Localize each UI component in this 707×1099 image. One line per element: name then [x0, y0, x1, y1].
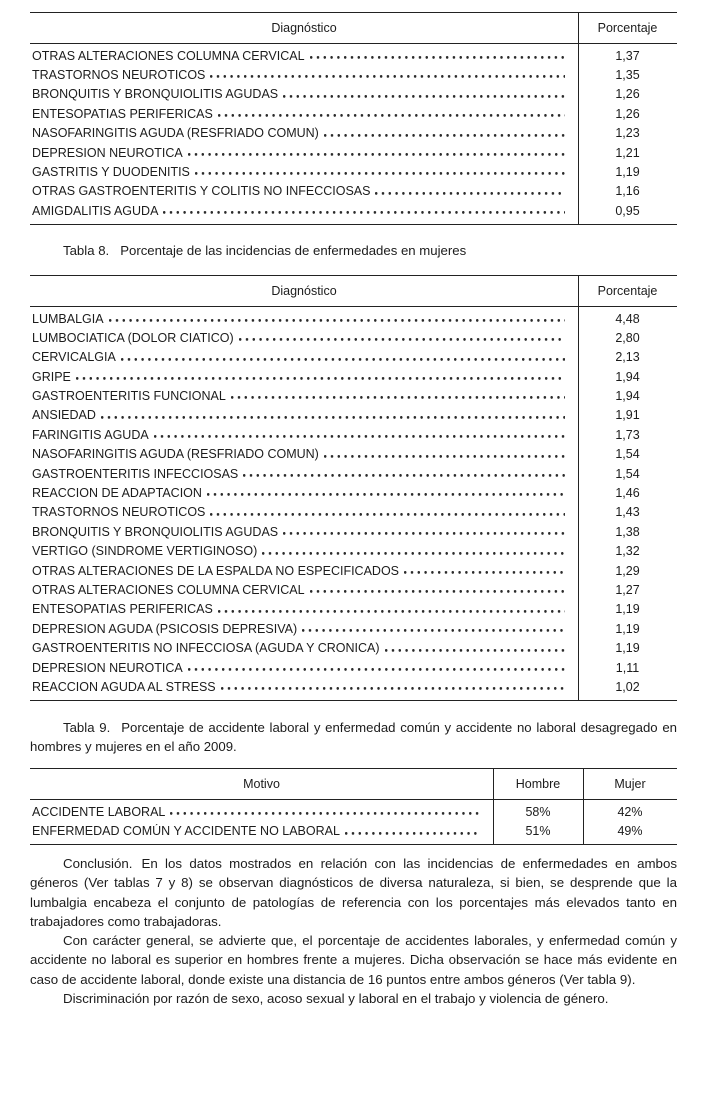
table-row — [30, 386, 677, 405]
diagnosis-label: GASTRITIS Y DUODENITIS — [32, 165, 190, 180]
diagnosis-label: OTRAS ALTERACIONES DE LA ESPALDA NO ESPECIFICADOS — [32, 563, 400, 578]
dotted-leader — [221, 680, 565, 694]
diagnosis-label: GASTROENTERITIS FUNCIONAL — [32, 389, 226, 404]
diagnosis-cell — [30, 68, 578, 82]
table-row — [30, 503, 677, 522]
table9-header-female: Mujer — [614, 777, 646, 792]
table-row — [30, 182, 677, 201]
diagnosis-label: OTRAS ALTERACIONES COLUMNA CERVICAL — [32, 48, 305, 63]
diagnosis-label: TRASTORNOS NEUROTICOS — [32, 505, 206, 520]
percentage-cell: 1,94 — [615, 389, 640, 404]
percentage-cell: 0,95 — [615, 203, 640, 218]
diagnosis-cell — [30, 126, 578, 140]
diagnosis-cell — [30, 486, 578, 500]
diagnosis-label: TRASTORNOS NEUROTICOS — [32, 68, 206, 83]
diagnosis-label: NASOFARINGITIS AGUDA (RESFRIADO COMUN) — [32, 126, 319, 141]
percentage-cell: 1,54 — [615, 447, 640, 462]
column-separator — [493, 769, 494, 844]
diagnosis-cell — [30, 87, 578, 101]
diagnosis-cell — [30, 583, 578, 597]
table-row — [30, 348, 677, 367]
dotted-leader — [302, 622, 565, 636]
table-row — [30, 600, 677, 619]
diagnosis-cell — [30, 564, 578, 578]
table9-motive-table — [30, 768, 677, 845]
table-row — [30, 406, 677, 425]
diagnosis-cell — [30, 661, 578, 675]
percentage-cell: 1,32 — [615, 544, 640, 559]
percentage-cell: 1,29 — [615, 563, 640, 578]
table-row — [30, 445, 677, 464]
column-separator — [578, 13, 579, 224]
dotted-leader — [283, 525, 565, 539]
table-row — [30, 65, 677, 84]
table-row — [30, 677, 677, 696]
dotted-leader — [324, 126, 565, 140]
table-row — [30, 162, 677, 181]
percentage-cell: 1,26 — [615, 106, 640, 121]
motive-cell — [30, 824, 493, 838]
diagnosis-label: LUMBOCIATICA (DOLOR CIATICO) — [32, 330, 234, 345]
table-row — [30, 464, 677, 483]
diagnosis-label: ANSIEDAD — [32, 408, 96, 423]
diagnosis-label: OTRAS ALTERACIONES COLUMNA CERVICAL — [32, 582, 305, 597]
dotted-leader — [243, 467, 565, 481]
motive-cell — [30, 805, 493, 819]
percentage-cell: 1,35 — [615, 68, 640, 83]
dotted-leader — [121, 350, 565, 364]
table8-diagnosis-table — [30, 275, 677, 701]
dotted-leader — [218, 602, 565, 616]
percentage-cell: 1,02 — [615, 679, 640, 694]
diagnosis-label: ENTESOPATIAS PERIFERICAS — [32, 602, 213, 617]
dotted-leader — [210, 505, 565, 519]
diagnosis-cell — [30, 146, 578, 160]
diagnosis-cell — [30, 204, 578, 218]
conclusion-label: Conclusión. — [63, 856, 133, 871]
percentage-cell: 1,26 — [615, 87, 640, 102]
table-row — [30, 522, 677, 541]
dotted-leader — [154, 428, 565, 442]
table7-header-diagnosis: Diagnóstico — [271, 21, 337, 35]
table-row — [30, 561, 677, 580]
diagnosis-cell — [30, 389, 578, 403]
table-row — [30, 802, 677, 821]
dotted-leader — [310, 49, 565, 63]
table-row — [30, 425, 677, 444]
table8-caption-label: Tabla 8. — [63, 242, 110, 258]
diagnosis-cell — [30, 602, 578, 616]
table9-body — [30, 800, 677, 844]
table8-header-percentage: Porcentaje — [597, 283, 658, 298]
table9-header-male: Hombre — [515, 777, 561, 792]
diagnosis-label: BRONQUITIS Y BRONQUIOLITIS AGUDAS — [32, 87, 279, 102]
diagnosis-label: AMIGDALITIS AGUDA — [32, 203, 159, 218]
percentage-cell: 1,46 — [615, 486, 640, 501]
table-row — [30, 104, 677, 123]
table8-header-diagnosis: Diagnóstico — [271, 283, 337, 298]
diagnosis-label: DEPRESION NEUROTICA — [32, 145, 183, 160]
diagnosis-cell — [30, 184, 578, 198]
percentage-cell: 2,13 — [615, 350, 640, 365]
percentage-cell: 1,54 — [615, 466, 640, 481]
diagnosis-cell — [30, 370, 578, 384]
male-percentage-cell: 58% — [525, 804, 551, 819]
table9-caption-label: Tabla 9. — [63, 719, 111, 735]
percentage-cell: 1,38 — [615, 524, 640, 539]
table7-header-row — [30, 13, 677, 44]
general-observation-paragraph: Con carácter general, se advierte que, el porcentaje de accidentes laborales, y enfermedad común y accidente no laboral es superior en hombres frente a mujeres. Dicha observación se hace más evidente en caso de accidente laboral, donde existe una distancia de 16 puntos entre ambos géneros (Ver tabla 9). — [30, 933, 677, 987]
percentage-cell: 1,19 — [615, 621, 640, 636]
table7-body — [30, 44, 677, 224]
dotted-leader — [101, 408, 565, 422]
discrimination-paragraph: Discriminación por razón de sexo, acoso sexual y laboral en el trabajo y violencia de género. — [63, 991, 609, 1007]
diagnosis-cell — [30, 467, 578, 481]
table8-caption — [30, 241, 677, 260]
dotted-leader — [239, 331, 565, 345]
table9-header-row — [30, 769, 677, 800]
table-row — [30, 638, 677, 657]
table8-caption-text: Porcentaje de las incidencias de enfermedades en mujeres — [120, 242, 467, 258]
percentage-cell: 1,11 — [615, 660, 640, 675]
column-separator — [583, 769, 584, 844]
percentage-cell: 1,19 — [615, 165, 640, 180]
diagnosis-cell — [30, 107, 578, 121]
diagnosis-cell — [30, 641, 578, 655]
diagnosis-cell — [30, 350, 578, 364]
diagnosis-label: GRIPE — [32, 369, 71, 384]
percentage-cell: 1,37 — [615, 48, 640, 63]
percentage-cell: 2,80 — [615, 330, 640, 345]
diagnosis-cell — [30, 408, 578, 422]
table-row — [30, 143, 677, 162]
table-row — [30, 619, 677, 638]
percentage-cell: 1,43 — [615, 505, 640, 520]
diagnosis-cell — [30, 312, 578, 326]
diagnosis-cell — [30, 622, 578, 636]
dotted-leader — [188, 146, 565, 160]
diagnosis-cell — [30, 49, 578, 63]
table9-caption-text: Porcentaje de accidente laboral y enfermedad común y accidente no laboral desagregado en hombres y mujeres en el año 2009. — [30, 719, 677, 754]
dotted-leader — [188, 661, 565, 675]
diagnosis-label: OTRAS GASTROENTERITIS Y COLITIS NO INFECCIOSAS — [32, 184, 371, 199]
female-percentage-cell: 49% — [617, 824, 643, 839]
diagnosis-label: GASTROENTERITIS INFECCIOSAS — [32, 466, 239, 481]
motive-label: ENFERMEDAD COMÚN Y ACCIDENTE NO LABORAL — [32, 824, 340, 839]
table9-header-motive: Motivo — [243, 777, 280, 792]
male-percentage-cell: 51% — [525, 824, 551, 839]
table-row — [30, 580, 677, 599]
column-separator — [578, 276, 579, 700]
table8-header-row — [30, 276, 677, 307]
diagnosis-cell — [30, 447, 578, 461]
dotted-leader — [170, 805, 480, 819]
dotted-leader — [231, 389, 565, 403]
conclusion-paragraph — [30, 854, 677, 931]
dotted-leader — [163, 204, 565, 218]
diagnosis-cell — [30, 505, 578, 519]
diagnosis-label: BRONQUITIS Y BRONQUIOLITIS AGUDAS — [32, 524, 279, 539]
table-row — [30, 658, 677, 677]
diagnosis-label: VERTIGO (SINDROME VERTIGINOSO) — [32, 544, 258, 559]
table-row — [30, 124, 677, 143]
dotted-leader — [195, 165, 565, 179]
diagnosis-label: REACCION DE ADAPTACION — [32, 486, 202, 501]
percentage-cell: 1,16 — [615, 184, 640, 199]
table-row — [30, 542, 677, 561]
diagnosis-cell — [30, 680, 578, 694]
conclusion-text: En los datos mostrados en relación con las incidencias de enfermedades en ambos géneros (Ver tablas 7 y 8) se observan diagnósticos de diversa naturaleza, si bien, se desprende que la lumbalgia encabeza el conjunto de patologías de referencia con los porcentajes más elevados tanto en trabajadores como trabajadoras. — [30, 856, 677, 929]
dotted-leader — [283, 87, 565, 101]
diagnosis-cell — [30, 544, 578, 558]
diagnosis-label: FARINGITIS AGUDA — [32, 427, 149, 442]
table-row — [30, 822, 677, 841]
diagnosis-label: GASTROENTERITIS NO INFECCIOSA (AGUDA Y CRONICA) — [32, 641, 380, 656]
dotted-leader — [375, 184, 565, 198]
female-percentage-cell: 42% — [617, 804, 643, 819]
percentage-cell: 1,73 — [615, 427, 640, 442]
diagnosis-label: DEPRESION NEUROTICA — [32, 660, 183, 675]
dotted-leader — [262, 544, 565, 558]
table-row — [30, 46, 677, 65]
percentage-cell: 1,94 — [615, 369, 640, 384]
percentage-cell: 1,19 — [615, 641, 640, 656]
table9-caption — [30, 718, 677, 757]
dotted-leader — [109, 312, 565, 326]
diagnosis-label: NASOFARINGITIS AGUDA (RESFRIADO COMUN) — [32, 447, 319, 462]
dotted-leader — [210, 68, 565, 82]
percentage-cell: 1,19 — [615, 602, 640, 617]
dotted-leader — [310, 583, 565, 597]
motive-label: ACCIDENTE LABORAL — [32, 804, 166, 819]
table7-diagnosis-table — [30, 12, 677, 225]
diagnosis-label: REACCION AGUDA AL STRESS — [32, 679, 216, 694]
diagnosis-label: CERVICALGIA — [32, 350, 116, 365]
diagnosis-cell — [30, 428, 578, 442]
percentage-cell: 1,91 — [615, 408, 640, 423]
dotted-leader — [385, 641, 565, 655]
table-row — [30, 367, 677, 386]
diagnosis-cell — [30, 165, 578, 179]
percentage-cell: 1,27 — [615, 582, 640, 597]
table8-body — [30, 307, 677, 700]
table-row — [30, 328, 677, 347]
table7-header-percentage: Porcentaje — [597, 21, 658, 35]
diagnosis-cell — [30, 525, 578, 539]
dotted-leader — [345, 824, 480, 838]
dotted-leader — [207, 486, 565, 500]
dotted-leader — [218, 107, 565, 121]
table-row — [30, 85, 677, 104]
dotted-leader — [76, 370, 565, 384]
table-row — [30, 201, 677, 220]
diagnosis-label: ENTESOPATIAS PERIFERICAS — [32, 106, 213, 121]
percentage-cell: 1,21 — [615, 145, 640, 160]
table-row — [30, 483, 677, 502]
dotted-leader — [404, 564, 565, 578]
dotted-leader — [324, 447, 565, 461]
diagnosis-label: DEPRESION AGUDA (PSICOSIS DEPRESIVA) — [32, 621, 298, 636]
percentage-cell: 1,23 — [615, 126, 640, 141]
diagnosis-label: LUMBALGIA — [32, 311, 104, 326]
diagnosis-cell — [30, 331, 578, 345]
table-row — [30, 309, 677, 328]
percentage-cell: 4,48 — [615, 311, 640, 326]
